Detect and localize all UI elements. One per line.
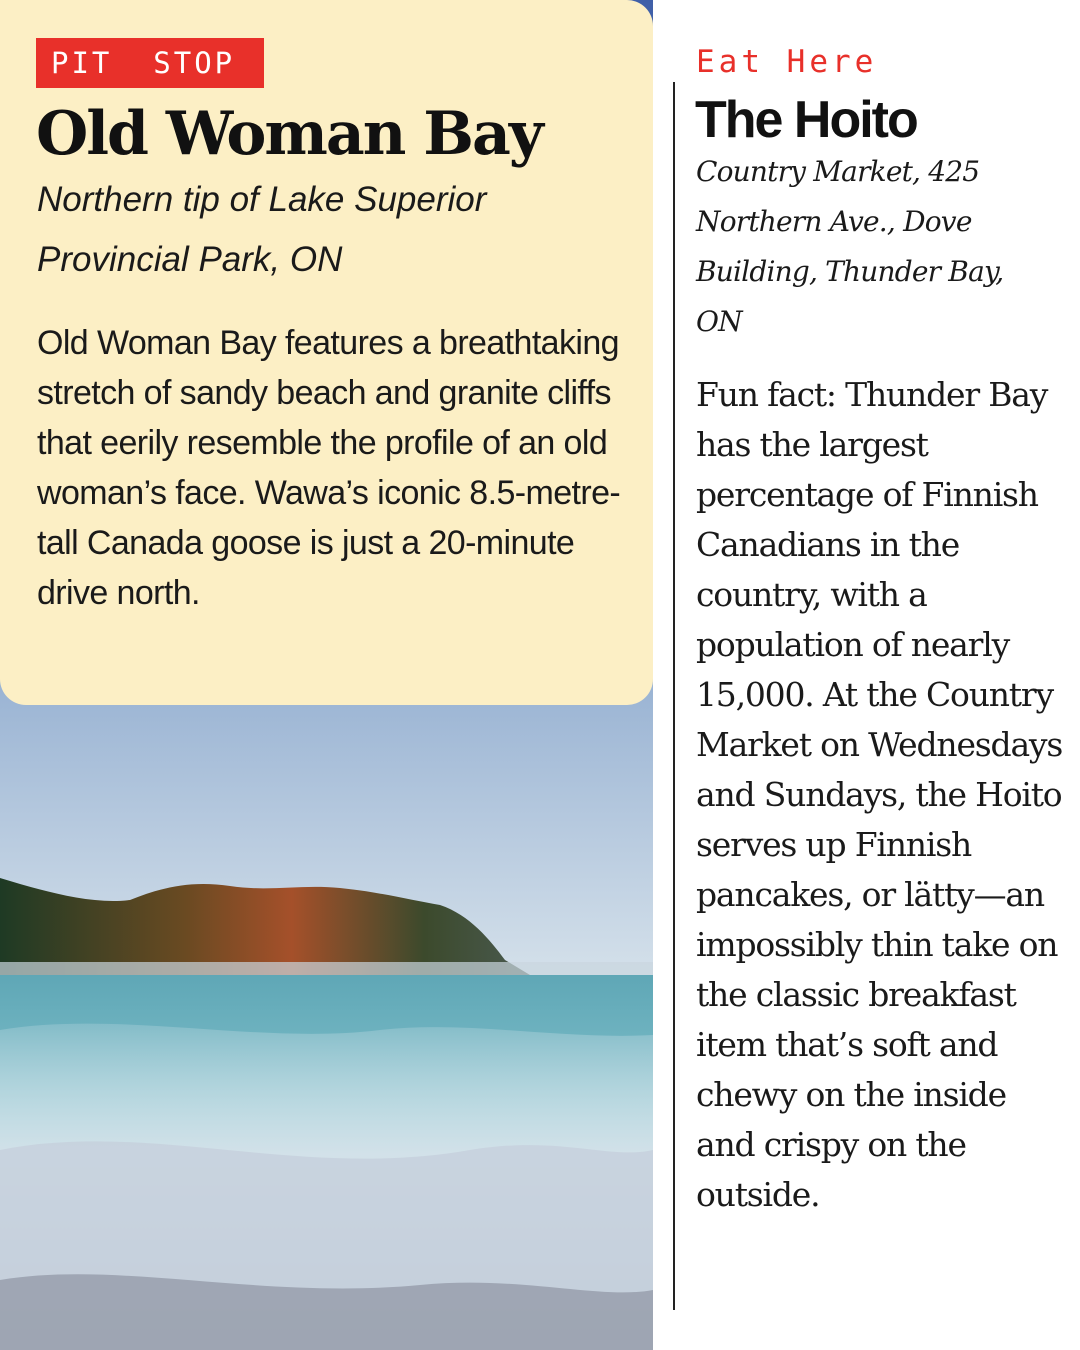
location-title: Old Woman Bay <box>36 99 542 169</box>
restaurant-description: Fun fact: Thunder Bay has the largest percentage of Finnish Canadians in the country, with a population of nearly 15,000. At the Country Market on Wednesdays and Sundays, the Hoito serves up Finnish pancakes, or lätty—an impossibly thin take on the classic breakfast item that’s soft and chewy on the inside and crispy on the outside. <box>696 375 1063 1214</box>
pit-stop-card <box>0 0 653 705</box>
restaurant-address: Country Market, 425 Northern Ave., Dove Building, Thunder Bay, ON <box>696 155 1004 338</box>
location-subtitle: Northern tip of Lake Superior Provincial Park, ON <box>37 180 487 279</box>
pit-stop-tag: PIT STOP <box>36 38 264 88</box>
location-description: Old Woman Bay features a breathtaking stretch of sandy beach and granite cliffs that eerily resemble the profile of an old woman’s face. Wawa’s iconic 8.5-metre-tall Canada goose is just a 20-minute drive north. <box>37 324 621 612</box>
restaurant-name: The Hoito <box>695 91 917 149</box>
column-divider <box>673 82 675 1310</box>
eat-here-label: Eat Here <box>696 44 878 80</box>
